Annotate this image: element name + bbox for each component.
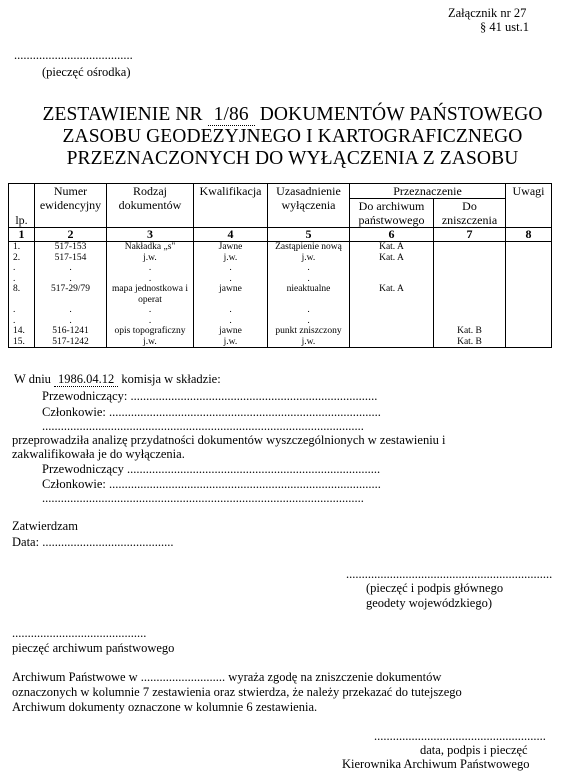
archive-stamp-caption: pieczęć archiwum państwowego	[12, 641, 175, 655]
cell-rodzaj: .	[107, 263, 194, 274]
cell-uwagi	[506, 326, 552, 337]
cell-rodzaj: Nakładka „s"	[107, 242, 194, 253]
cell-uzasadnienie: j.w.	[268, 337, 350, 348]
cell-lp: 8.	[9, 284, 35, 305]
cell-lp: .	[9, 274, 35, 285]
cell-zniszczenia	[434, 274, 506, 285]
cell-lp: 1.	[9, 242, 35, 253]
cell-uzasadnienie: .	[268, 263, 350, 274]
table-row	[9, 316, 552, 327]
cell-zniszczenia: Kat. B	[434, 337, 506, 348]
title-number: 1/86	[208, 104, 255, 126]
commission-label: komisja w składzie:	[121, 372, 221, 386]
analysis-text-1: przeprowadziła analizę przydatności dokumentów wyszczególnionych w zestawieniu i	[12, 433, 446, 447]
header-rodzaj: Rodzaj dokumentów	[107, 184, 194, 228]
table-row	[9, 263, 552, 274]
archive-consent-1: Archiwum Państwowe w ........................... wyraża zgodę na zniszczenie dokumentów	[12, 670, 442, 684]
members-line-1: Członkowie: .......................................................................................	[42, 405, 381, 419]
cell-kwalifikacja: .	[194, 274, 268, 285]
cell-zniszczenia	[434, 284, 506, 305]
header-zniszczenia: Do zniszczenia	[434, 199, 506, 228]
archive-head-caption-2: Kierownika Archiwum Państwowego	[342, 757, 530, 771]
cell-numer: .	[35, 263, 107, 274]
cell-archiwum	[350, 263, 434, 274]
chairman-line-1: Przewodniczący: ...............................................................................	[42, 389, 378, 403]
cell-kwalifikacja: j.w.	[194, 253, 268, 264]
surveyor-signature-caption-1: (pieczęć i podpis głównego	[366, 581, 504, 595]
column-number: 2	[35, 228, 107, 242]
cell-kwalifikacja: .	[194, 316, 268, 327]
cell-uzasadnienie: j.w.	[268, 253, 350, 264]
cell-rodzaj: j.w.	[107, 337, 194, 348]
approval-date: Data: ..........................................	[12, 535, 174, 549]
cell-uwagi	[506, 316, 552, 327]
column-number: 3	[107, 228, 194, 242]
cell-zniszczenia	[434, 263, 506, 274]
header-kwalifikacja: Kwalifikacja	[194, 184, 268, 228]
column-number: 4	[194, 228, 268, 242]
cell-lp: .	[9, 316, 35, 327]
cell-numer: .	[35, 274, 107, 285]
annex-number: Załącznik nr 27	[448, 6, 527, 20]
cell-uzasadnienie: .	[268, 316, 350, 327]
cell-archiwum: Kat. A	[350, 253, 434, 264]
cell-archiwum	[350, 337, 434, 348]
title-prefix: ZESTAWIENIE NR	[42, 104, 203, 125]
cell-kwalifikacja: .	[194, 305, 268, 316]
table-row	[9, 242, 552, 253]
table-row	[9, 337, 552, 348]
cell-kwalifikacja: jawne	[194, 326, 268, 337]
column-number: 1	[9, 228, 35, 242]
members-extra-line-2: .......................................................................................................	[42, 491, 364, 505]
cell-zniszczenia	[434, 242, 506, 253]
column-number: 5	[268, 228, 350, 242]
documents-table	[8, 183, 552, 348]
header-przeznaczenie: Przeznaczenie	[350, 184, 506, 199]
annex-paragraph: § 41 ust.1	[480, 20, 529, 34]
cell-numer: 517-29/79	[35, 284, 107, 305]
cell-kwalifikacja: j.w.	[194, 337, 268, 348]
table-row	[9, 274, 552, 285]
cell-archiwum	[350, 274, 434, 285]
commission-date-line	[14, 371, 221, 387]
cell-kwalifikacja: Jawne	[194, 242, 268, 253]
cell-zniszczenia	[434, 316, 506, 327]
chairman-line-2: Przewodniczący .................................................................................	[42, 462, 381, 476]
members-extra-line-1: .......................................................................................................	[42, 419, 364, 433]
cell-rodzaj: j.w.	[107, 253, 194, 264]
cell-uwagi	[506, 284, 552, 305]
archive-consent-2: oznaczonych w kolumnie 7 zestawienia oraz stwierdza, że należy przekazać do tutejszego	[12, 685, 462, 699]
cell-numer: .	[35, 316, 107, 327]
center-stamp-caption: (pieczęć ośrodka)	[42, 65, 131, 79]
title-line-1	[0, 104, 585, 126]
cell-rodzaj: .	[107, 316, 194, 327]
cell-uzasadnienie: .	[268, 305, 350, 316]
header-uzasadnienie: Uzasadnienie wyłączenia	[268, 184, 350, 228]
cell-archiwum	[350, 316, 434, 327]
cell-archiwum: Kat. A	[350, 284, 434, 305]
cell-zniszczenia: Kat. B	[434, 326, 506, 337]
cell-numer: .	[35, 305, 107, 316]
table-row	[9, 284, 552, 305]
members-line-2: Członkowie: .......................................................................................	[42, 477, 381, 491]
title-suffix: DOKUMENTÓW PAŃSTOWEGO	[259, 104, 543, 125]
cell-uwagi	[506, 242, 552, 253]
cell-uwagi	[506, 305, 552, 316]
header-numer: Numer ewidencyjny	[35, 184, 107, 228]
title-line-3: PRZEZNACZONYCH DO WYŁĄCZENIA Z ZASOBU	[66, 148, 519, 169]
cell-numer: 516-1241	[35, 326, 107, 337]
title-line-2: ZASOBU GEODEZYJNEGO I KARTOGRAFICZNEGO	[62, 126, 523, 147]
archive-consent-3: Archiwum dokumenty oznaczone w kolumnie 6 zestawienia.	[12, 700, 318, 714]
cell-zniszczenia	[434, 253, 506, 264]
cell-uzasadnienie: .	[268, 274, 350, 285]
archive-stamp-line: ...........................................	[12, 626, 147, 640]
cell-archiwum	[350, 305, 434, 316]
archive-head-caption-1: data, podpis i pieczęć	[420, 743, 528, 757]
cell-rodzaj: .	[107, 274, 194, 285]
cell-archiwum	[350, 326, 434, 337]
cell-numer: 517-153	[35, 242, 107, 253]
column-number: 6	[350, 228, 434, 242]
cell-numer: 517-154	[35, 253, 107, 264]
cell-kwalifikacja: jawne	[194, 284, 268, 305]
cell-lp: 14.	[9, 326, 35, 337]
header-archiwum: Do archiwum państwowego	[350, 199, 434, 228]
cell-uzasadnienie: nieaktualne	[268, 284, 350, 305]
cell-lp: 15.	[9, 337, 35, 348]
cell-lp: .	[9, 305, 35, 316]
table-row	[9, 305, 552, 316]
cell-lp: .	[9, 263, 35, 274]
cell-rodzaj: .	[107, 305, 194, 316]
table-row	[9, 326, 552, 337]
cell-lp: 2.	[9, 253, 35, 264]
archive-head-signature-line: .......................................................	[374, 729, 546, 743]
cell-rodzaj: opis topograficzny	[107, 326, 194, 337]
analysis-text-2: zakwalifikowała je do wyłączenia.	[12, 447, 185, 461]
cell-rodzaj: mapa jednostkowa i operat	[107, 284, 194, 305]
cell-uzasadnienie: Zastąpienie nową	[268, 242, 350, 253]
center-stamp-line: ......................................	[14, 48, 133, 62]
cell-archiwum: Kat. A	[350, 242, 434, 253]
header-uwagi: Uwagi	[506, 184, 552, 228]
cell-uwagi	[506, 274, 552, 285]
column-number: 8	[506, 228, 552, 242]
header-lp: lp.	[9, 184, 35, 228]
cell-kwalifikacja: .	[194, 263, 268, 274]
cell-uwagi	[506, 337, 552, 348]
surveyor-signature-caption-2: geodety wojewódzkiego)	[366, 596, 493, 610]
w-dniu-label: W dniu	[14, 372, 51, 386]
table-body	[9, 242, 552, 348]
surveyor-signature-line: ..................................................................	[346, 567, 553, 581]
approval-label: Zatwierdzam	[12, 519, 78, 533]
column-number: 7	[434, 228, 506, 242]
cell-uzasadnienie: punkt zniszczony	[268, 326, 350, 337]
table-row	[9, 253, 552, 264]
cell-zniszczenia	[434, 305, 506, 316]
cell-uwagi	[506, 263, 552, 274]
commission-date: 1986.04.12	[54, 372, 118, 387]
cell-numer: 517-1242	[35, 337, 107, 348]
cell-uwagi	[506, 253, 552, 264]
